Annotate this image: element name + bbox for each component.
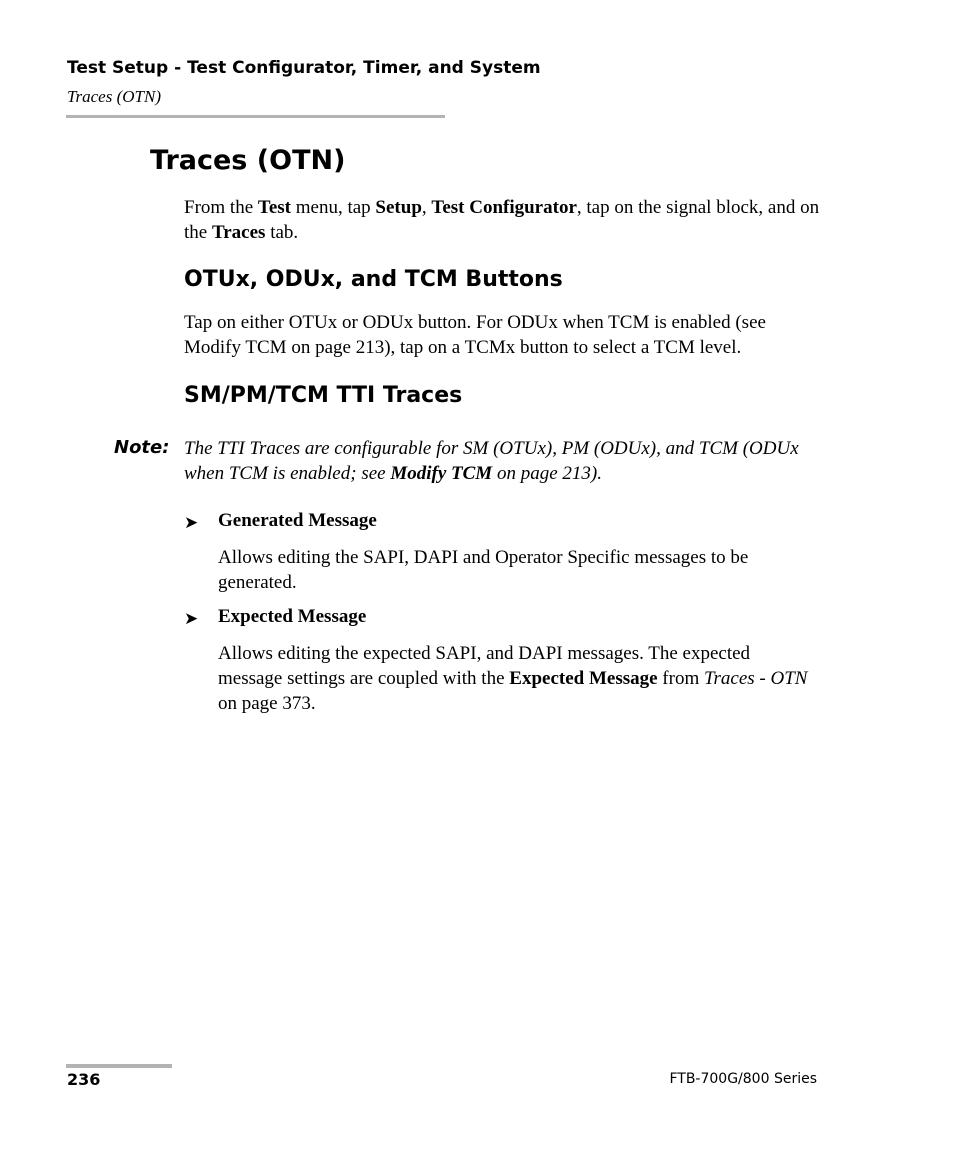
setup-ref: Setup — [375, 197, 422, 218]
footer-rule — [66, 1064, 172, 1068]
bullet-arrow-icon: ➤ — [184, 513, 199, 532]
traces-otn-ref: Traces - OTN — [703, 668, 808, 689]
page-number: 236 — [67, 1070, 101, 1089]
expected-message-title: Expected Message — [218, 606, 367, 627]
intro-paragraph — [184, 195, 824, 245]
test-configurator-ref: Test Configurator — [431, 197, 577, 218]
expected-desc-text-2: from — [657, 668, 704, 689]
note-text — [184, 436, 824, 486]
running-header-title: Test Setup - Test Configurator, Timer, and System — [67, 58, 541, 78]
note-label: Note: — [114, 437, 170, 458]
modify-tcm-ref: Modify TCM — [390, 463, 493, 484]
intro-text-3: , — [421, 197, 432, 218]
note-text-2: on page 213). — [492, 463, 602, 484]
intro-text-5: tab. — [265, 222, 299, 243]
expected-desc-text-3: on page 373. — [218, 693, 316, 714]
generated-message-title: Generated Message — [218, 510, 377, 531]
product-series: FTB-700G/800 Series — [669, 1071, 817, 1087]
test-menu-ref: Test — [257, 197, 291, 218]
intro-text-1: From the — [184, 197, 258, 218]
expected-message-desc — [218, 641, 818, 716]
running-header-subtitle: Traces (OTN) — [67, 87, 161, 106]
section-heading-buttons: OTUx, ODUx, and TCM Buttons — [184, 267, 563, 292]
bullet-arrow-icon: ➤ — [184, 609, 199, 628]
header-rule — [66, 115, 445, 118]
intro-text-4: , tap on the signal block, and on the — [184, 197, 820, 243]
section-heading-tti-traces: SM/PM/TCM TTI Traces — [184, 383, 463, 408]
intro-text-2: menu, tap — [290, 197, 376, 218]
page-title: Traces (OTN) — [150, 145, 346, 176]
generated-message-desc: Allows editing the SAPI, DAPI and Operator Specific messages to be generated. — [218, 547, 749, 593]
section-buttons-paragraph: Tap on either OTUx or ODUx button. For ODUx when TCM is enabled (see Modify TCM on page 213), tap on a TCMx button to select a TCM level. — [184, 312, 766, 358]
traces-tab-ref: Traces — [211, 222, 266, 243]
note-text-1: The TTI Traces are configurable for SM (OTUx), PM (ODUx), and TCM (ODUx when TCM is enabled; see — [184, 438, 799, 484]
expected-message-ref: Expected Message — [509, 668, 658, 689]
expected-desc-text-1: Allows editing the expected SAPI, and DAPI messages. The expected message settings are coupled with the — [218, 643, 751, 689]
